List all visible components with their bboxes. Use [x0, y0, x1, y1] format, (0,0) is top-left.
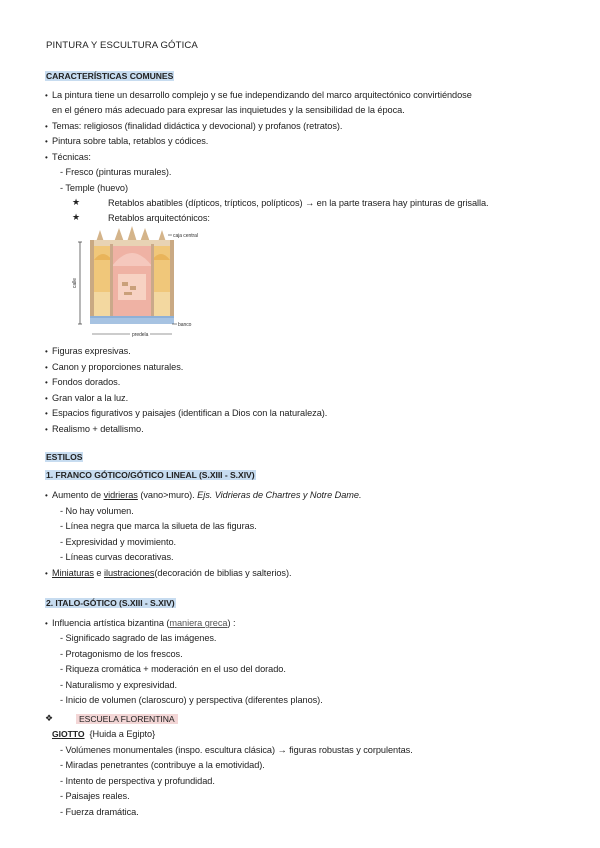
dash-item: - Naturalismo y expresividad. — [60, 680, 178, 690]
heading-franco-gotico: 1. FRANCO GÓTICO/GÓTICO LINEAL (S.XIII - S.XIV) — [46, 470, 255, 480]
text-line: Canon y proporciones naturales. — [52, 362, 184, 372]
diagram-label-side: calle — [72, 277, 78, 288]
dash-item: - Protagonismo de los frescos. — [60, 649, 183, 659]
bullet-icon: • — [45, 378, 48, 387]
text-line: Figuras expresivas. — [52, 346, 131, 356]
bullet-icon: • — [45, 363, 48, 372]
dash-item: - Líneas curvas decorativas. — [60, 552, 174, 562]
bullet-icon: • — [45, 425, 48, 434]
text-line: Aumento de vidrieras (vano>muro). Ejs. Vidrieras de Chartres y Notre Dame. — [52, 490, 362, 500]
diagram-label-bottom-right: banco — [178, 322, 192, 328]
heading-estilos: ESTILOS — [46, 452, 83, 462]
bullet-icon: • — [45, 394, 48, 403]
dash-item: - Volúmenes monumentales (inspo. escultura clásica) → figuras robustas y corpulentas. — [60, 745, 413, 755]
star-icon: ★ — [72, 197, 81, 207]
bullet-icon: • — [45, 569, 48, 578]
text-line: La pintura tiene un desarrollo complejo y se fue independizando del marco arquitectónico convirtiéndose — [52, 90, 472, 100]
bullet-icon: • — [45, 153, 48, 162]
dash-item: - Miradas penetrantes (contribuye a la emotividad). — [60, 760, 265, 770]
bullet-icon: • — [45, 122, 48, 131]
text-line: Fondos dorados. — [52, 377, 121, 387]
dash-item: - Significado sagrado de las imágenes. — [60, 633, 217, 643]
dash-item: - No hay volumen. — [60, 506, 134, 516]
dash-item: - Riqueza cromática + moderación en el uso del dorado. — [60, 664, 286, 674]
text-line: Miniaturas e ilustraciones(decoración de biblias y salterios). — [52, 568, 292, 578]
dash-item: - Temple (huevo) — [60, 183, 128, 193]
text-line: Influencia artística bizantina (maniera greca) : — [52, 618, 236, 628]
escuela-florentina-label: ESCUELA FLORENTINA — [76, 713, 178, 725]
star-icon: ★ — [72, 212, 81, 222]
retablo-drawing — [78, 226, 177, 334]
text-line: Realismo + detallismo. — [52, 424, 144, 434]
text-line: Gran valor a la luz. — [52, 393, 129, 403]
bullet-icon: • — [45, 409, 48, 418]
giotto-line: GIOTTO {Huida a Egipto} — [52, 729, 156, 739]
text-line: Temas: religiosos (finalidad didáctica y devocional) y profanos (retratos). — [52, 121, 343, 131]
retablo-diagram — [72, 226, 202, 340]
text-line: Retablos arquitectónicos: — [108, 213, 210, 223]
text-line: Espacios figurativos y paisajes (identifican a Dios con la naturaleza). — [52, 408, 328, 418]
text-line: Retablos abatibles (dípticos, trípticos, polípticos) → en la parte trasera hay pinturas de grisalla. — [108, 198, 489, 208]
dash-item: - Fuerza dramática. — [60, 807, 139, 817]
dash-item: - Paisajes reales. — [60, 791, 130, 801]
bullet-icon: • — [45, 347, 48, 356]
dash-item: - Inicio de volumen (claroscuro) y perspectiva (diferentes planos). — [60, 695, 323, 705]
diagram-label-bottom-left: predela — [132, 332, 149, 338]
text-line: Técnicas: — [52, 152, 91, 162]
heading-italo-gotico: 2. ITALO-GÓTICO (S.XIII - S.XIV) — [46, 598, 175, 608]
text-line: en el género más adecuado para expresar las inquietudes y la sensibilidad de la época. — [52, 105, 405, 115]
document-title: PINTURA Y ESCULTURA GÓTICA — [46, 40, 198, 51]
dash-item: - Fresco (pinturas murales). — [60, 167, 172, 177]
bullet-icon: • — [45, 137, 48, 146]
bullet-icon: • — [45, 91, 48, 100]
diamond-bullet-icon: ❖ — [45, 713, 54, 723]
bullet-icon: • — [45, 619, 48, 628]
dash-item: - Línea negra que marca la silueta de las figuras. — [60, 521, 257, 531]
bullet-icon: • — [45, 491, 48, 500]
text-line: Pintura sobre tabla, retablos y códices. — [52, 136, 209, 146]
dash-item: - Intento de perspectiva y profundidad. — [60, 776, 215, 786]
diagram-label-top: caja central — [173, 233, 198, 239]
dash-item: - Expresividad y movimiento. — [60, 537, 177, 547]
heading-caracteristicas: CARACTERÍSTICAS COMUNES — [46, 71, 174, 81]
